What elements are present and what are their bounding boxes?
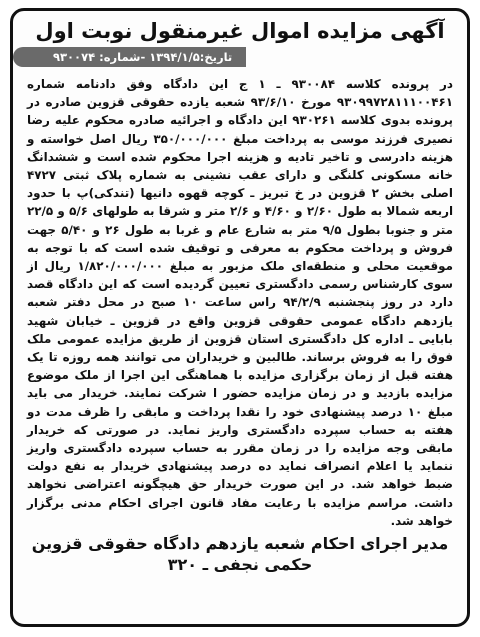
date-and-number: تاریخ:۱۳۹۴/۱/۵ -شماره: ۹۳۰۰۷۴ — [13, 47, 246, 67]
notice-body: در پرونده کلاسه ۹۳۰۰۸۴ ـ ۱ ج این دادگاه وفق دادنامه شماره ۹۳۰۹۹۷۲۸۱۱۱۰۰۴۶۱ مورخ ۹۳/۶/۱۰ شعبه یازده حقوقی قزوین صادره در پرونده بدوی کلاسه ۹۳۰۲۶۱ این دادگاه و اجرائیه صادره محکوم علیه رضا نصیری فرزند موسی به پرداخت مبلغ ۳۵۰/۰۰۰/۰۰۰ ریال اصل خواسته و هزینه دادرسی و تاخیر تادیه و هزینه اجرا محکوم شده است و ششدانگ خانه مسکونی کلنگی و دارای عقب نشینی به شماره پلاک ثبتی ۴۷۲۷ اصلی بخش ۲ قزوین در خ تبریز ـ کوچه قهوه دانیها (تندکی)پ با حدود اربعه شمالا به طول ۲/۶۰ و ۴/۶۰ و ۲/۶ متر و شرقا به طولهای ۵/۶ و ۲۲/۵ متر و جنوبا بطول ۹/۵ متر به شارع عام و غربا به طول ۲۶ و ۵/۴۰ جهت فروش و پرداخت محکوم به معرفی و توقیف شده است که با توجه به موقعیت محلی و منطقه‌ای ملک مزبور به مبلغ ۱/۸۲۰/۰۰۰/۰۰۰ ریال از سوی کارشناس رسمی دادگستری تعیین گردیده است که این دادگاه قصد دارد در روز پنجشنبه ۹۴/۲/۹ راس ساعت ۱۰ صبح در محل دفتر شعبه یازدهم دادگاه عمومی حقوقی قزوین واقع در قزوین ـ خیابان شهید بابایی ـ اداره کل دادگستری استان قزوین از طریق مزایده عمومی ملک فوق را به فروش برساند. طالبین و خریداران می توانند همه روزه تا یک هفته قبل از زمان برگزاری مزایده با هماهنگی این اجرا از ملک موضوع مزایده بازدید و در زمان مزایده حضور ا شرکت نمایند. خریدار می باید مبلغ ۱۰ درصد پیشنهادی خود را نقدا پرداخت و مابقی را ظرف مدت دو هفته به حساب سپرده دادگستری واریز نماید. در صورتی که خریدار مابقی وجه مزایده را در زمان مقرر به حساب سپرده دادگستری واریز ننماید یا اعلام انصراف نماید ده درصد پیشنهادی خریدار به نفع دولت ضبط خواهد شد. در این صورت خریدار حق هیچگونه اعتراضی نخواهد داشت. مراسم مزایده با رعایت مفاد قانون اجرای احکام مدنی برگزار خواهد شد. — [27, 77, 454, 528]
signature-title: مدیر اجرای احکام شعبه یازدهم دادگاه حقوقی قزوین — [31, 534, 449, 554]
notice-title: آگهی مزایده اموال غیرمنقول نوبت اول — [35, 19, 445, 43]
signature-block — [27, 534, 453, 574]
meta-bar — [13, 47, 467, 67]
notice-frame — [10, 8, 470, 627]
signature-name: حکمی نجفی ـ ۳۲۰ — [167, 555, 313, 575]
